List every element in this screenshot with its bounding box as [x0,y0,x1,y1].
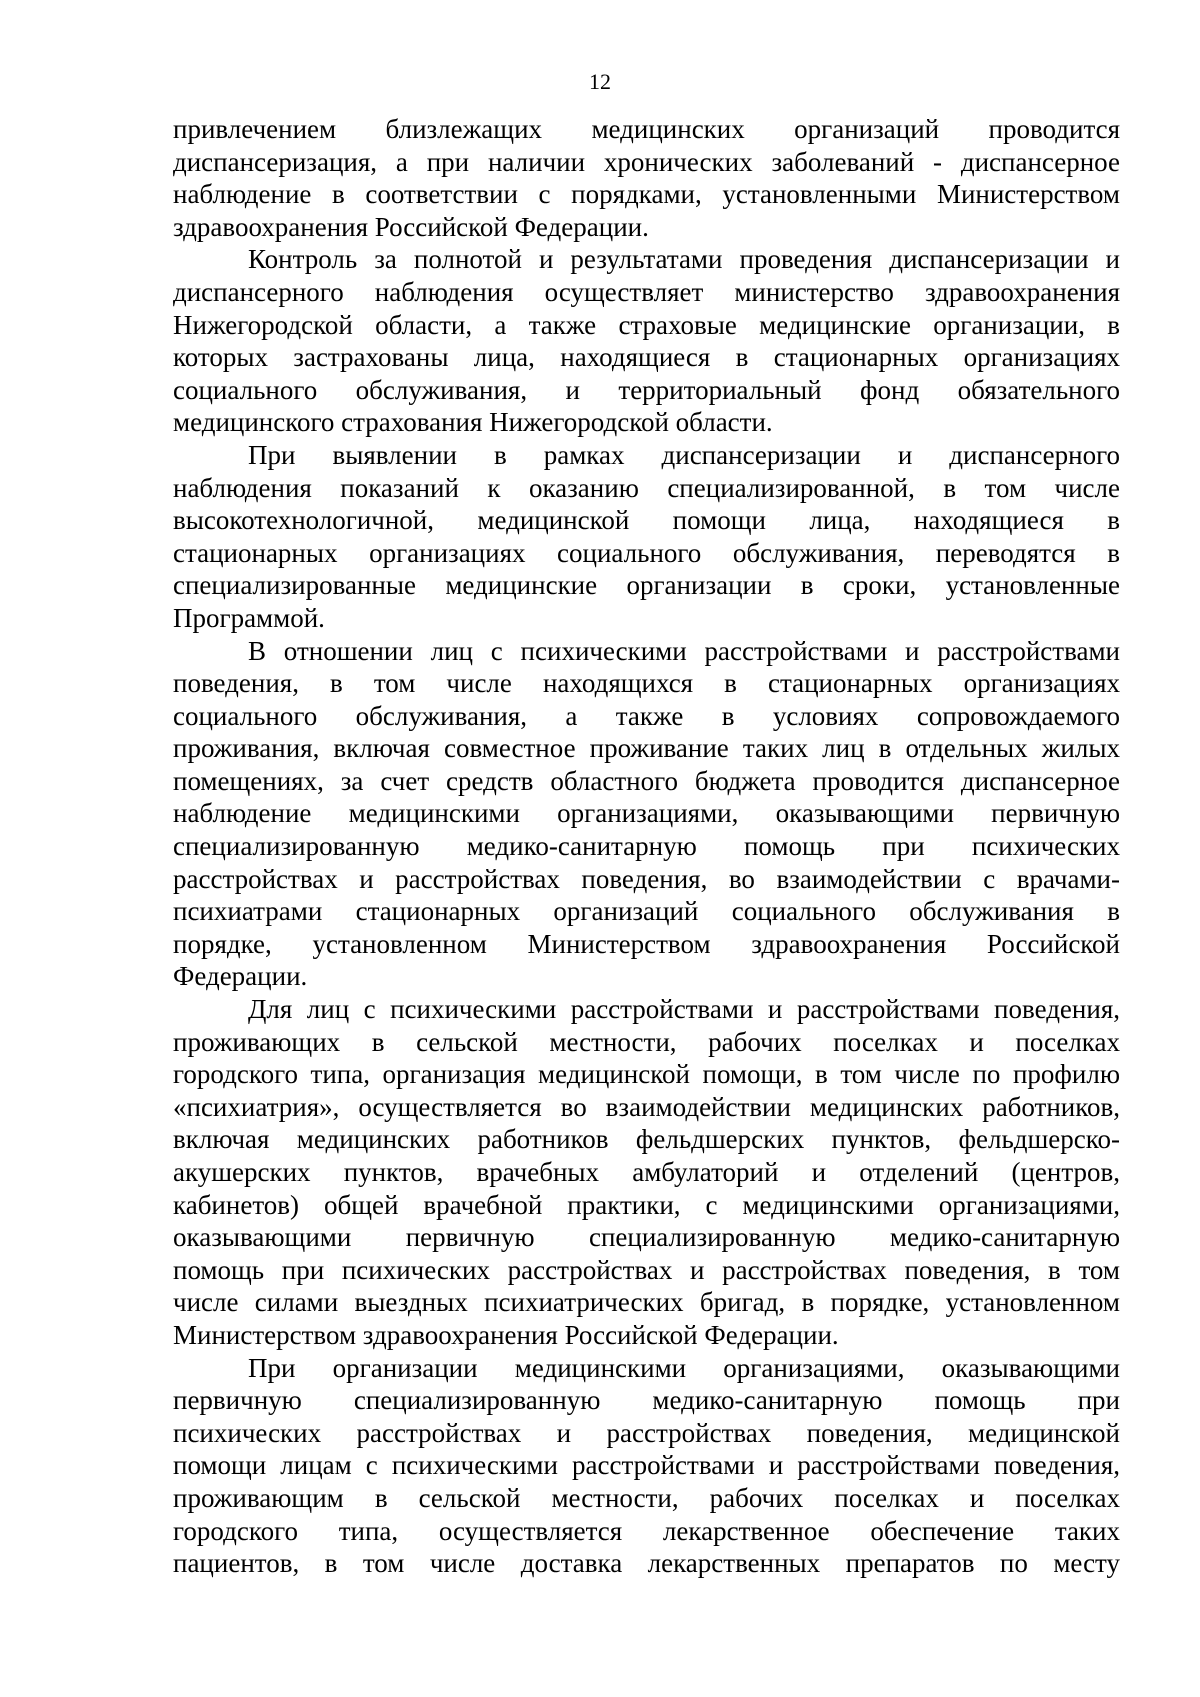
text-line: наблюдение медицинскими организациями, оказывающими первичную [173,798,1120,829]
text-line: акушерских пунктов, врачебных амбулаторий и отделений (центров, [173,1157,1120,1187]
text-line: специализированную медико-санитарную помощь при психических [173,831,1120,862]
text-line: привлечением близлежащих медицинских организаций проводится [173,114,1120,144]
text-line: помощь при психических расстройствах и расстройствах поведения, в том [173,1254,1120,1285]
text-line: психиатрами стационарных организаций социального обслуживания в [173,896,1120,927]
text-line: В отношении лиц с психическими расстройствами и расстройствами [248,635,1120,666]
text-line: Для лиц с психическими расстройствами и расстройствами поведения, [248,994,1120,1025]
text-line: расстройствах и расстройствах поведения, во взаимодействии с врачами- [173,863,1120,894]
text-line: Нижегородской области, а также страховые медицинские организации, в [173,309,1120,340]
text-line: первичную специализированную медико-санитарную помощь при [173,1385,1120,1416]
text-line: помещениях, за счет средств областного бюджета проводится диспансерное [173,765,1120,796]
text-line: наблюдение в соответствии с порядками, установленными Министерством [173,179,1120,210]
text-line: Министерством здравоохранения Российской Федерации. [173,1319,839,1350]
text-line: специализированные медицинские организации в сроки, установленные [173,570,1120,601]
text-line: медицинского страхования Нижегородской области. [173,407,773,438]
text-line: Контроль за полнотой и результатами проведения диспансеризации и [248,244,1120,275]
text-line: проживающих в сельской местности, рабочих поселках и поселках [173,1026,1120,1057]
text-line: оказывающими первичную специализированную медико-санитарную [173,1222,1120,1253]
text-line: «психиатрия», осуществляется во взаимодействии медицинских работников, [173,1091,1120,1122]
text-line: пациентов, в том числе доставка лекарственных препаратов по месту [173,1548,1120,1579]
text-line: Программой. [173,602,325,633]
text-line: поведения, в том числе находящихся в стационарных организациях [173,668,1120,699]
text-line: помощи лицам с психическими расстройствами и расстройствами поведения, [173,1450,1120,1481]
text-line: социального обслуживания, а также в условиях сопровождаемого [173,700,1120,731]
text-line: порядке, установленном Министерством здравоохранения Российской [173,928,1120,959]
text-line: При организации медицинскими организациями, оказывающими [248,1352,1120,1383]
text-line: При выявлении в рамках диспансеризации и диспансерного [248,439,1120,470]
text-line: психических расстройствах и расстройствах поведения, медицинской [173,1417,1120,1448]
text-line: городского типа, осуществляется лекарственное обеспечение таких [173,1515,1120,1546]
text-line: городского типа, организация медицинской помощи, в том числе по профилю [173,1059,1120,1090]
text-line: числе силами выездных психиатрических бригад, в порядке, установленном [173,1287,1120,1318]
text-line: кабинетов) общей врачебной практики, с медицинскими организациями, [173,1189,1120,1220]
text-line: диспансеризация, а при наличии хронических заболеваний - диспансерное [173,146,1120,177]
text-line: высокотехнологичной, медицинской помощи лица, находящиеся в [173,505,1120,536]
text-line: стационарных организациях социального обслуживания, переводятся в [173,537,1120,568]
text-line: которых застрахованы лица, находящиеся в стационарных организациях [173,342,1120,373]
text-line: социального обслуживания, и территориальный фонд обязательного [173,374,1120,405]
text-line: диспансерного наблюдения осуществляет министерство здравоохранения [173,276,1120,307]
text-line: Федерации. [173,961,308,992]
document-body [173,113,1120,1580]
text-line: проживающим в сельской местности, рабочих поселках и поселках [173,1482,1120,1513]
text-line: проживания, включая совместное проживание таких лиц в отдельных жилых [173,733,1120,764]
page-number: 12 [589,69,611,94]
text-line: включая медицинских работников фельдшерских пунктов, фельдшерско- [173,1124,1120,1155]
text-line: наблюдения показаний к оказанию специализированной, в том числе [173,472,1120,503]
text-line: здравоохранения Российской Федерации. [173,211,649,242]
